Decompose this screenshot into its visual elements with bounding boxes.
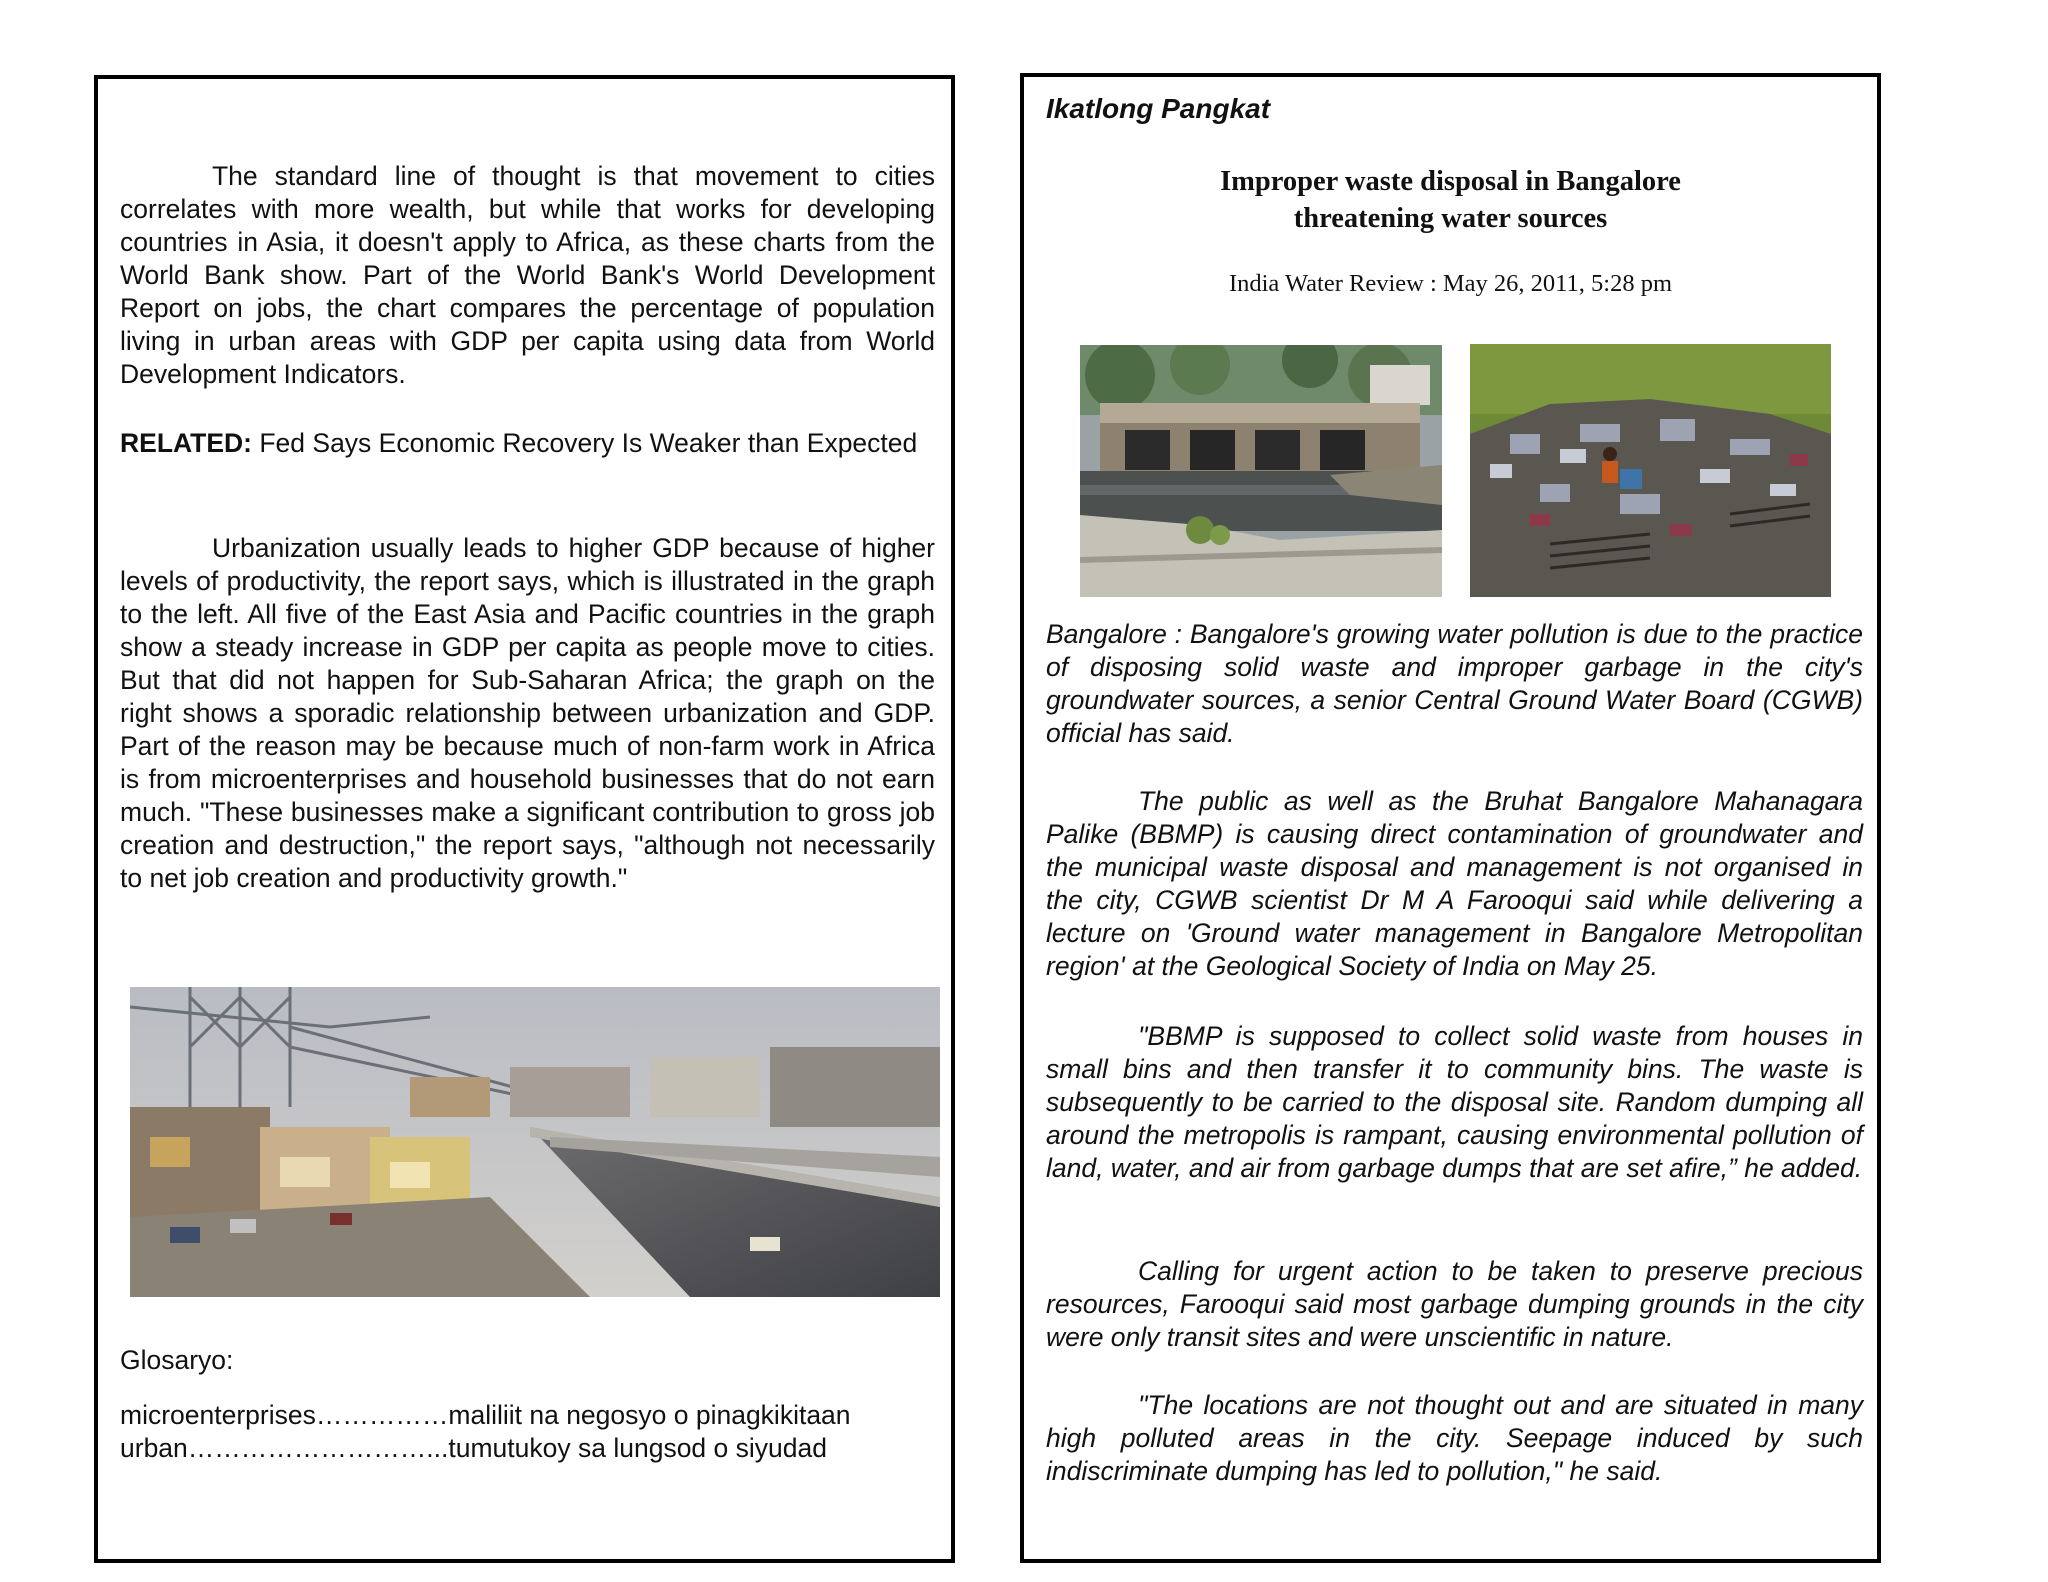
- article-paragraph-2: [1046, 785, 1863, 983]
- city-flyover-photo: [130, 987, 940, 1297]
- article-paragraph-1: [1046, 618, 1863, 750]
- glossary-item: [120, 1399, 851, 1432]
- related-text: Fed Says Economic Recovery Is Weaker than Expected: [252, 428, 918, 458]
- glossary-list: [120, 1399, 851, 1465]
- left-page-panel: [94, 75, 955, 1563]
- polluted-canal-bridge-photo: [1080, 345, 1442, 597]
- glossary-definition: tumutukoy sa lungsod o siyudad: [448, 1433, 827, 1463]
- glossary-term: microenterprises……………: [120, 1400, 449, 1430]
- garbage-in-lake-photo: [1470, 344, 1831, 597]
- section-label: Ikatlong Pangkat: [1046, 93, 1271, 124]
- article-paragraph-1: [120, 160, 935, 391]
- article-paragraph-3: [1046, 1020, 1863, 1185]
- glossary-item: [120, 1432, 851, 1465]
- article-byline: India Water Review : May 26, 2011, 5:28 pm: [1228, 270, 1673, 297]
- paragraph-text: Urbanization usually leads to higher GDP because of higher levels of productivity, the report says, which is illustrated in the graph to the left. All five of the East Asia and Pacific countries in the graph show a steady increase in GDP per capita as people move to cities. But that did not happen for Sub-Saharan Africa; the graph on the right shows a sporadic relationship between urbanization and GDP. Part of the reason may be because much of non-farm work in Africa is from microenterprises and household businesses that do not earn much. "These businesses make a significant contribution to gross job creation and destruction," the report says, "although not necessarily to net job creation and productivity growth.": [120, 533, 935, 893]
- paragraph-text: Bangalore : Bangalore's growing water pollution is due to the practice of disposing solid waste and improper garbage in the city's groundwater sources, a senior Central Ground Water Board (CGWB) official has said.: [1046, 619, 1863, 748]
- article-paragraph-2: [120, 532, 935, 895]
- glossary-term: urban………………………...: [120, 1433, 449, 1463]
- paragraph-text: The standard line of thought is that movement to cities correlates with more wealth, but while that works for developing countries in Asia, it doesn't apply to Africa, as these charts from the World Bank show. Part of the World Bank's World Development Report on jobs, the chart compares the percentage of population living in urban areas with GDP per capita using data from World Development Indicators.: [120, 161, 935, 389]
- article-title: [1024, 163, 1877, 237]
- related-line: [120, 427, 935, 460]
- article-title-line-2: threatening water sources: [1293, 203, 1608, 234]
- article-paragraph-5: [1046, 1389, 1863, 1488]
- paragraph-text: "BBMP is supposed to collect solid waste from houses in small bins and then transfer it to community bins. The waste is subsequently to be carried to the disposal site. Random dumping all around the metropolis is rampant, causing environmental pollution of land, water, and air from garbage dumps that are set afire,” he added.: [1046, 1021, 1863, 1183]
- related-link: [120, 427, 935, 460]
- article-paragraph-4: [1046, 1255, 1863, 1354]
- article-title-line-1: Improper waste disposal in Bangalore: [1220, 166, 1681, 197]
- paragraph-text: "The locations are not thought out and are situated in many high polluted areas in the city. Seepage induced by such indiscriminate dumping has led to pollution," he said.: [1046, 1390, 1863, 1486]
- glossary-title: Glosaryo:: [120, 1345, 234, 1375]
- paragraph-text: Calling for urgent action to be taken to preserve precious resources, Farooqui said most garbage dumping grounds in the city were only transit sites and were unscientific in nature.: [1046, 1256, 1863, 1352]
- glossary-definition: maliliit na negosyo o pinagkikitaan: [448, 1400, 851, 1430]
- paragraph-text: The public as well as the Bruhat Bangalore Mahanagara Palike (BBMP) is causing direct contamination of groundwater and the municipal waste disposal and management is not organised in the city, CGWB scientist Dr M A Farooqui said while delivering a lecture on 'Ground water management in Bangalore Metropolitan region' at the Geological Society of India on May 25.: [1046, 786, 1863, 981]
- right-page-panel: [1020, 73, 1881, 1563]
- related-label: RELATED:: [120, 428, 252, 458]
